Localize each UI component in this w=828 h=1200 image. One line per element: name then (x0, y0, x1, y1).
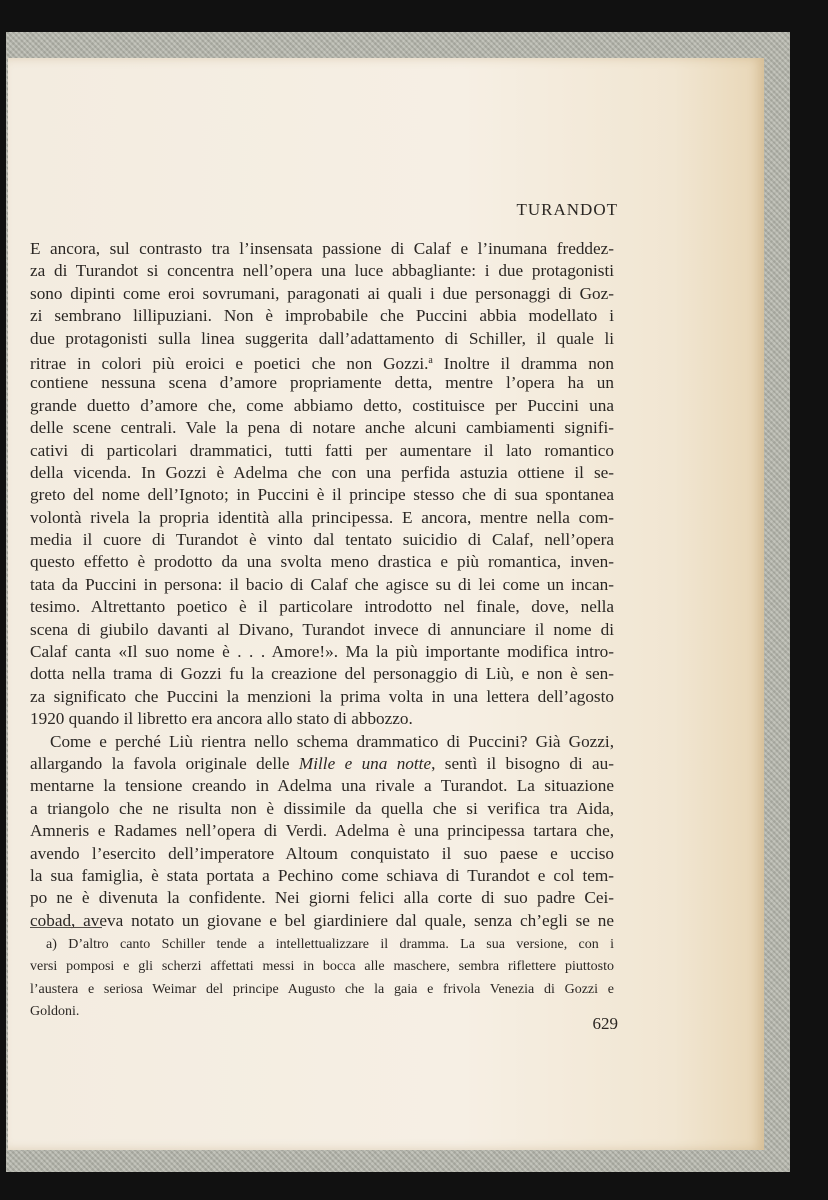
running-header: TURANDOT (516, 200, 618, 219)
page-number: 629 (592, 1014, 618, 1033)
text-line: po ne è divenuta la confidente. Nei giorni felici alla corte di suo padre Cei- (30, 888, 614, 908)
footnote-marker: a (428, 354, 433, 366)
text-line: zi sembrano lillipuziani. Non è improbabile che Puccini abbia modellato i (30, 306, 614, 326)
text-segment: allargando la favola originale delle (30, 753, 299, 773)
text-line: greto del nome dell’Ignoto; in Puccini è il principe stesso che di sua spontanea (30, 485, 614, 505)
footnote-line: l’austera e seriosa Weimar del principe Augusto che la gaia e frivola Venezia di Gozzi e (30, 981, 614, 997)
text-line: questo effetto è prodotto da una svolta meno drastica e più romantica, inven- (30, 552, 614, 572)
text-line: della vicenda. In Gozzi è Adelma che con una perfida astuzia ottiene il se- (30, 462, 614, 482)
text-line: za significato che Puccini la menzioni la prima volta in una lettera dell’agosto (30, 686, 614, 706)
text-line: cativi di particolari drammatici, tutti fatti per aumentare il lato romantico (30, 440, 614, 460)
text-line: Come e perché Liù rientra nello schema drammatico di Puccini? Già Gozzi, (50, 731, 614, 751)
footnote-line: Goldoni. (30, 1004, 80, 1020)
text-line: sono dipinti come eroi sovrumani, paragonati ai quali i due personaggi di Goz- (30, 283, 614, 303)
text-line (30, 753, 614, 775)
text-line: la sua famiglia, è stata portata a Pechino come schiava di Turandot e col tem- (30, 865, 614, 885)
text-line: grande duetto d’amore che, come abbiamo detto, costituisce per Puccini una (30, 395, 614, 415)
main-text (30, 238, 614, 932)
text-line: due protagonisti sulla linea suggerita dall’adattamento di Schiller, il quale li (30, 328, 614, 348)
text-line: tesimo. Altrettanto poetico è il particolare introdotto nel finale, dove, nella (30, 597, 614, 617)
text-segment: Inoltre il dramma non (432, 353, 614, 373)
text-line: E ancora, sul contrasto tra l’insensata passione di Calaf e l’inumana freddez- (30, 239, 614, 258)
text-line: za di Turandot si concentra nell’opera una luce abbagliante: i due protagonisti (30, 261, 614, 281)
text-segment: , sentì il bisogno di au- (431, 753, 615, 773)
text-segment: ritrae in colori più eroici e poetici che non Gozzi. (30, 353, 429, 373)
text-line: volontà rivela la propria identità alla principessa. E ancora, mentre nella com- (30, 507, 614, 527)
text-line: tata da Puccini in persona: il bacio di Calaf che agisce su di lei come un incan- (30, 574, 614, 594)
text-line: media il cuore di Turandot è vinto dal tentato suicidio di Calaf, nell’opera (30, 530, 614, 550)
text-line: mentarne la tensione creando in Adelma una rivale a Turandot. La situazione (30, 776, 614, 796)
text-line: avendo l’esercito dell’imperatore Altoum conquistato il suo paese e ucciso (30, 843, 614, 863)
footnote-rule (30, 927, 102, 928)
text-line: a triangolo che ne risulta non è dissimile da quella che si verifica tra Aida, (30, 798, 614, 818)
footnote-line: a) D’altro canto Schiller tende a intellettualizzare il dramma. La sua versione, con i (46, 937, 614, 952)
footnote-line: versi pomposi e gli scherzi affettati messi in bocca alle maschere, sembra riflettere piuttosto (30, 959, 614, 975)
text-line: dotta nella trama di Gozzi fu la creazione del personaggio di Liù, e non è sen- (30, 664, 614, 684)
text-line: contiene nessuna scena d’amore propriamente detta, mentre l’opera ha un (30, 373, 614, 393)
text-line: Calaf canta «Il suo nome è . . . Amore!». Ma la più importante modifica intro- (30, 642, 614, 662)
book-title: Mille e una notte (298, 753, 432, 773)
text-line: Amneris e Radames nell’opera di Verdi. Adelma è una principessa tartara che, (30, 821, 614, 841)
text-line: cobad, aveva notato un giovane e bel giardiniere dal quale, senza ch’egli se ne (30, 910, 614, 930)
footnote (30, 935, 614, 1025)
text-line (30, 350, 614, 372)
text-line: 1920 quando il libretto era ancora allo stato di abbozzo. (30, 709, 413, 729)
text-line: scena di giubilo davanti al Divano, Turandot invece di annunciare il nome di (30, 619, 614, 639)
text-line: delle scene centrali. Vale la pena di notare anche alcuni cambiamenti signifi- (30, 418, 614, 438)
